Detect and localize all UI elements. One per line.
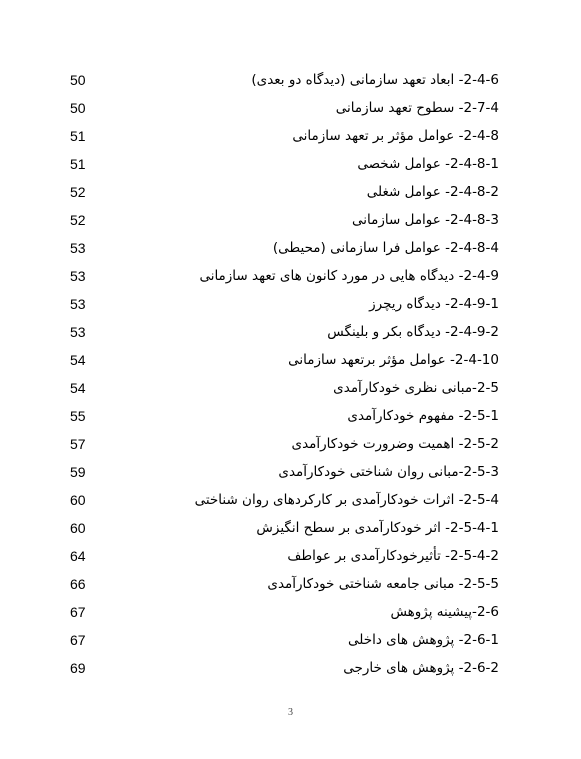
- toc-entry-title: 2-4-6- ابعاد تعهد سازمانی (دیدگاه دو بعدی): [251, 72, 499, 88]
- toc-row: [0, 180, 581, 208]
- toc-page-number: 54: [70, 352, 86, 368]
- toc-page-number: 69: [70, 660, 86, 676]
- toc-page-number: 51: [70, 128, 86, 144]
- toc-page-number: 53: [70, 268, 86, 284]
- toc-row: [0, 572, 581, 600]
- toc-page-number: 67: [70, 604, 86, 620]
- toc-entry-title: 2-5-4-1- اثر خودکارآمدی بر سطح انگیزش: [256, 520, 499, 536]
- toc-entry-title: 2-4-8-2- عوامل شغلی: [366, 184, 499, 200]
- toc-row: [0, 96, 581, 124]
- toc-entry-title: 2-4-8-4- عوامل فرا سازمانی (محیطی): [272, 240, 499, 256]
- toc-row: [0, 348, 581, 376]
- toc-page-number: 53: [70, 296, 86, 312]
- toc-row: [0, 68, 581, 96]
- toc-row: [0, 628, 581, 656]
- toc-row: [0, 124, 581, 152]
- toc-entry-title: 2-7-4- سطوح تعهد سازمانی: [335, 100, 499, 116]
- toc-page-number: 59: [70, 464, 86, 480]
- toc-page-number: 57: [70, 436, 86, 452]
- toc-page-number: 55: [70, 408, 86, 424]
- toc-row: [0, 544, 581, 572]
- toc-entry-title: 2-5-4-2- تأثیرخودکارآمدی بر عواطف: [287, 548, 499, 564]
- toc-page-number: 53: [70, 324, 86, 340]
- toc-entry-title: 2-6-2- پژوهش های خارجی: [343, 660, 499, 676]
- toc-entry-title: 2-4-9-1- دیدگاه ریچرز: [369, 296, 499, 312]
- toc-page-number: 50: [70, 72, 86, 88]
- toc-entry-title: 2-6-1- پژوهش های داخلی: [348, 632, 499, 648]
- toc-entry-title: 2-5-2- اهمیت وضرورت خودکارآمدی: [291, 436, 499, 452]
- toc-row: [0, 292, 581, 320]
- toc-row: [0, 656, 581, 684]
- toc-row: [0, 432, 581, 460]
- toc-page-number: 51: [70, 156, 86, 172]
- toc-entry-title: 2-4-9- دیدگاه هایی در مورد کانون های تعهد سازمانی: [199, 268, 499, 284]
- toc-page-number: 52: [70, 212, 86, 228]
- toc-entry-title: 2-4-10- عوامل مؤثر برتعهد سازمانی: [288, 352, 499, 368]
- toc-row: [0, 152, 581, 180]
- toc-entry-title: 2-5-4- اثرات خودکارآمدی بر کارکردهای روان شناختی: [194, 492, 499, 508]
- toc-entry-title: 2-5-1- مفهوم خودکارآمدی: [347, 408, 499, 424]
- toc-page-number: 54: [70, 380, 86, 396]
- toc-row: [0, 460, 581, 488]
- toc-entry-title: 2-4-8-3- عوامل سازمانی: [352, 212, 499, 228]
- toc-entry-title: 2-4-9-2- دیدگاه بکر و بلینگس: [327, 324, 499, 340]
- toc-row: [0, 264, 581, 292]
- toc-entry-title: 2-6-پیشینه پژوهش: [390, 604, 499, 620]
- toc-entry-title: 2-5-مبانی نظری خودکارآمدی: [333, 380, 499, 396]
- toc-entry-title: 2-4-8-1- عوامل شخصی: [357, 156, 499, 172]
- toc-row: [0, 320, 581, 348]
- toc-entry-title: 2-5-3-مبانی روان شناختی خودکارآمدی: [278, 464, 499, 480]
- toc-page-number: 60: [70, 492, 86, 508]
- table-of-contents: [0, 68, 581, 684]
- toc-page-number: 50: [70, 100, 86, 116]
- toc-page-number: 53: [70, 240, 86, 256]
- toc-page-number: 52: [70, 184, 86, 200]
- toc-row: [0, 404, 581, 432]
- toc-row: [0, 236, 581, 264]
- toc-entry-title: 2-4-8- عوامل مؤثر بر تعهد سازمانی: [292, 128, 499, 144]
- toc-entry-title: 2-5-5- مبانی جامعه شناختی خودکارآمدی: [267, 576, 499, 592]
- toc-row: [0, 488, 581, 516]
- toc-row: [0, 208, 581, 236]
- toc-page-number: 67: [70, 632, 86, 648]
- toc-row: [0, 376, 581, 404]
- toc-row: [0, 600, 581, 628]
- toc-row: [0, 516, 581, 544]
- toc-page-number: 60: [70, 520, 86, 536]
- toc-page-number: 66: [70, 576, 86, 592]
- toc-page-number: 64: [70, 548, 86, 564]
- page-number-footer: 3: [288, 707, 293, 718]
